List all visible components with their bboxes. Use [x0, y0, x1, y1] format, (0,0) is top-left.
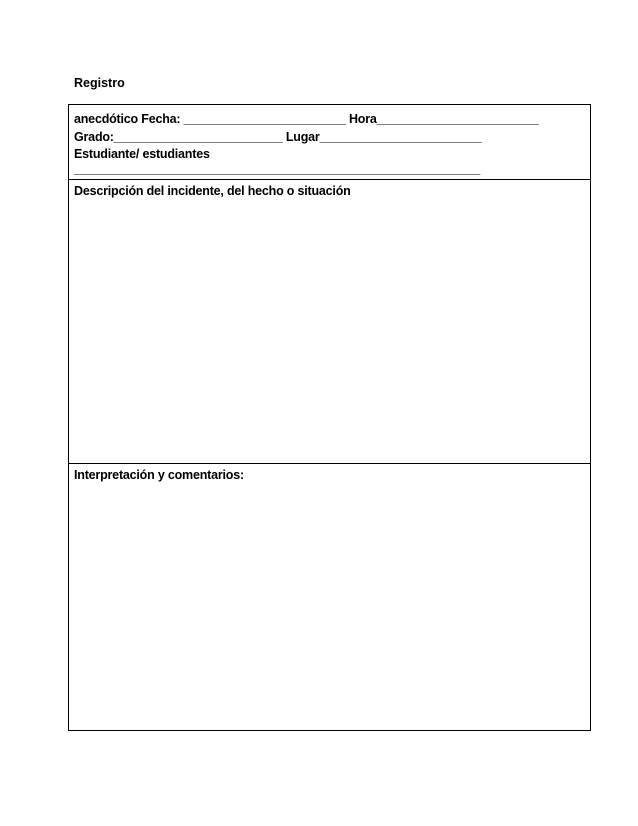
estudiantes-blank-line[interactable]: ___________________________________________________________________	[74, 162, 480, 176]
interpretation-title: Interpretación y comentarios:	[74, 468, 244, 482]
interpretation-write-area[interactable]	[74, 486, 585, 725]
description-section	[69, 180, 590, 464]
fecha-hora-field[interactable]: anecdótico Fecha: ________________________ Hora________________________	[74, 112, 539, 126]
grado-lugar-field[interactable]: Grado:_________________________ Lugar________________________	[74, 130, 482, 144]
anecdotal-record-form	[68, 104, 591, 731]
description-write-area[interactable]	[74, 202, 585, 458]
interpretation-section	[69, 464, 590, 730]
estudiantes-label: Estudiante/ estudiantes	[74, 147, 210, 161]
page-title: Registro	[74, 76, 125, 90]
description-title: Descripción del incidente, del hecho o situación	[74, 184, 351, 198]
header-fields-section	[69, 105, 590, 180]
